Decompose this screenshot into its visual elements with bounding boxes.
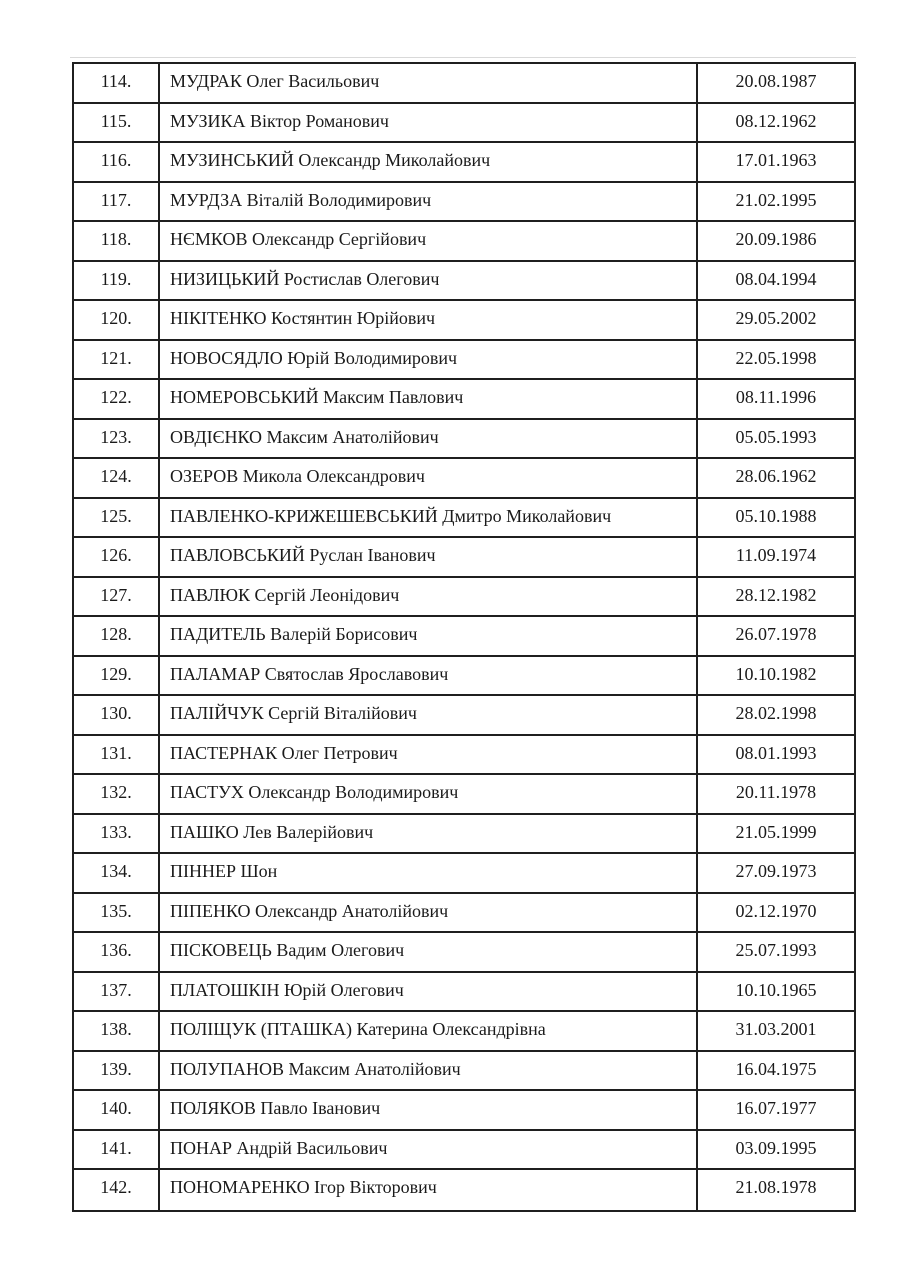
table-row	[74, 143, 854, 183]
birth-date-cell: 21.05.1999	[735, 821, 817, 842]
birth-date-cell: 17.01.1963	[735, 150, 817, 171]
person-name-cell: ПАШКО Лев Валерійович	[160, 815, 698, 853]
birth-date-cell: 28.02.1998	[735, 703, 817, 724]
table-row	[74, 499, 854, 539]
table-row	[74, 657, 854, 697]
person-name-cell: ПАВЛОВСЬКИЙ Руслан Іванович	[160, 538, 698, 576]
table-row	[74, 1170, 854, 1210]
table-row	[74, 64, 854, 104]
person-name-cell: НІКІТЕНКО Костянтин Юрійович	[160, 301, 698, 339]
birth-date-cell: 22.05.1998	[735, 347, 817, 368]
birth-date-cell: 10.10.1982	[735, 663, 817, 684]
row-number-cell: 127.	[74, 578, 160, 616]
birth-date-cell: 05.05.1993	[735, 426, 817, 447]
row-number-cell: 133.	[74, 815, 160, 853]
birth-date-cell: 28.06.1962	[735, 466, 817, 487]
birth-date-cell: 25.07.1993	[735, 940, 817, 961]
table-row	[74, 775, 854, 815]
table-row	[74, 380, 854, 420]
row-number-cell: 117.	[74, 183, 160, 221]
row-number-cell: 118.	[74, 222, 160, 260]
person-name-cell: МУЗИНСЬКИЙ Олександр Миколайович	[160, 143, 698, 181]
person-name-cell: ПАЛІЙЧУК Сергій Віталійович	[160, 696, 698, 734]
table-row	[74, 538, 854, 578]
birth-date-cell: 16.04.1975	[735, 1058, 817, 1079]
row-number-cell: 114.	[74, 64, 160, 102]
birth-date-cell: 28.12.1982	[735, 584, 817, 605]
person-name-cell: ПАВЛЕНКО-КРИЖЕШЕВСЬКИЙ Дмитро Миколайович	[160, 499, 698, 537]
table-row	[74, 341, 854, 381]
row-number-cell: 122.	[74, 380, 160, 418]
birth-date-cell: 20.08.1987	[735, 71, 817, 91]
person-name-cell: ПОЛЯКОВ Павло Іванович	[160, 1091, 698, 1129]
birth-date-cell: 03.09.1995	[735, 1137, 817, 1158]
row-number-cell: 134.	[74, 854, 160, 892]
person-name-cell: ПІННЕР Шон	[160, 854, 698, 892]
row-number-cell: 136.	[74, 933, 160, 971]
birth-date-cell: 21.02.1995	[735, 189, 817, 210]
table-row	[74, 854, 854, 894]
birth-date-cell: 20.09.1986	[735, 229, 817, 250]
person-name-cell: ПІСКОВЕЦЬ Вадим Олегович	[160, 933, 698, 971]
row-number-cell: 135.	[74, 894, 160, 932]
birth-date-cell: 08.12.1962	[735, 110, 817, 131]
person-name-cell: ПЛАТОШКІН Юрій Олегович	[160, 973, 698, 1011]
person-name-cell: МУДРАК Олег Васильович	[160, 64, 698, 102]
birth-date-cell: 08.01.1993	[735, 742, 817, 763]
birth-date-cell: 05.10.1988	[735, 505, 817, 526]
birth-date-cell: 11.09.1974	[735, 545, 817, 566]
table-row	[74, 420, 854, 460]
table-row	[74, 183, 854, 223]
person-name-cell: НЄМКОВ Олександр Сергійович	[160, 222, 698, 260]
table-row	[74, 104, 854, 144]
person-name-cell: ПАСТУХ Олександр Володимирович	[160, 775, 698, 813]
row-number-cell: 121.	[74, 341, 160, 379]
person-name-cell: МУРДЗА Віталій Володимирович	[160, 183, 698, 221]
table-row	[74, 1052, 854, 1092]
person-name-cell: ПІПЕНКО Олександр Анатолійович	[160, 894, 698, 932]
person-name-cell: ОВДІЄНКО Максим Анатолійович	[160, 420, 698, 458]
person-name-cell: ПОЛІЩУК (ПТАШКА) Катерина Олександрівна	[160, 1012, 698, 1050]
row-number-cell: 129.	[74, 657, 160, 695]
table-row	[74, 262, 854, 302]
row-number-cell: 124.	[74, 459, 160, 497]
person-name-cell: МУЗИКА Віктор Романович	[160, 104, 698, 142]
row-number-cell: 128.	[74, 617, 160, 655]
table-row	[74, 696, 854, 736]
row-number-cell: 140.	[74, 1091, 160, 1129]
person-name-cell: НОМЕРОВСЬКИЙ Максим Павлович	[160, 380, 698, 418]
row-number-cell: 139.	[74, 1052, 160, 1090]
table-row	[74, 933, 854, 973]
row-number-cell: 126.	[74, 538, 160, 576]
birth-date-cell: 08.04.1994	[735, 268, 817, 289]
person-name-cell: ПОНАР Андрій Васильович	[160, 1131, 698, 1169]
birth-date-cell: 21.08.1978	[735, 1177, 817, 1198]
table-row	[74, 617, 854, 657]
table-row	[74, 973, 854, 1013]
row-number-cell: 142.	[74, 1170, 160, 1210]
person-name-cell: ПОНОМАРЕНКО Ігор Вікторович	[160, 1170, 698, 1210]
pow-list-table	[72, 62, 856, 1212]
row-number-cell: 123.	[74, 420, 160, 458]
table-row	[74, 301, 854, 341]
scan-artifact-line	[70, 57, 856, 58]
birth-date-cell: 31.03.2001	[735, 1019, 817, 1040]
row-number-cell: 115.	[74, 104, 160, 142]
birth-date-cell: 26.07.1978	[735, 624, 817, 645]
row-number-cell: 132.	[74, 775, 160, 813]
birth-date-cell: 20.11.1978	[735, 782, 817, 803]
table-row	[74, 1012, 854, 1052]
birth-date-cell: 27.09.1973	[735, 861, 817, 882]
table-row	[74, 894, 854, 934]
table-row	[74, 815, 854, 855]
birth-date-cell: 08.11.1996	[735, 387, 817, 408]
row-number-cell: 120.	[74, 301, 160, 339]
row-number-cell: 141.	[74, 1131, 160, 1169]
person-name-cell: НИЗИЦЬКИЙ Ростислав Олегович	[160, 262, 698, 300]
row-number-cell: 125.	[74, 499, 160, 537]
birth-date-cell: 16.07.1977	[735, 1098, 817, 1119]
row-number-cell: 131.	[74, 736, 160, 774]
row-number-cell: 119.	[74, 262, 160, 300]
birth-date-cell: 02.12.1970	[735, 900, 817, 921]
table-row	[74, 459, 854, 499]
birth-date-cell: 10.10.1965	[735, 979, 817, 1000]
person-name-cell: ПОЛУПАНОВ Максим Анатолійович	[160, 1052, 698, 1090]
person-name-cell: ОЗЕРОВ Микола Олександрович	[160, 459, 698, 497]
row-number-cell: 138.	[74, 1012, 160, 1050]
birth-date-cell: 29.05.2002	[735, 308, 817, 329]
person-name-cell: ПАСТЕРНАК Олег Петрович	[160, 736, 698, 774]
person-name-cell: ПАЛАМАР Святослав Ярославович	[160, 657, 698, 695]
row-number-cell: 116.	[74, 143, 160, 181]
table-row	[74, 222, 854, 262]
person-name-cell: ПАВЛЮК Сергій Леонідович	[160, 578, 698, 616]
table-row	[74, 736, 854, 776]
row-number-cell: 130.	[74, 696, 160, 734]
row-number-cell: 137.	[74, 973, 160, 1011]
table-row	[74, 1131, 854, 1171]
table-row	[74, 578, 854, 618]
person-name-cell: ПАДИТЕЛЬ Валерій Борисович	[160, 617, 698, 655]
person-name-cell: НОВОСЯДЛО Юрій Володимирович	[160, 341, 698, 379]
table-row	[74, 1091, 854, 1131]
